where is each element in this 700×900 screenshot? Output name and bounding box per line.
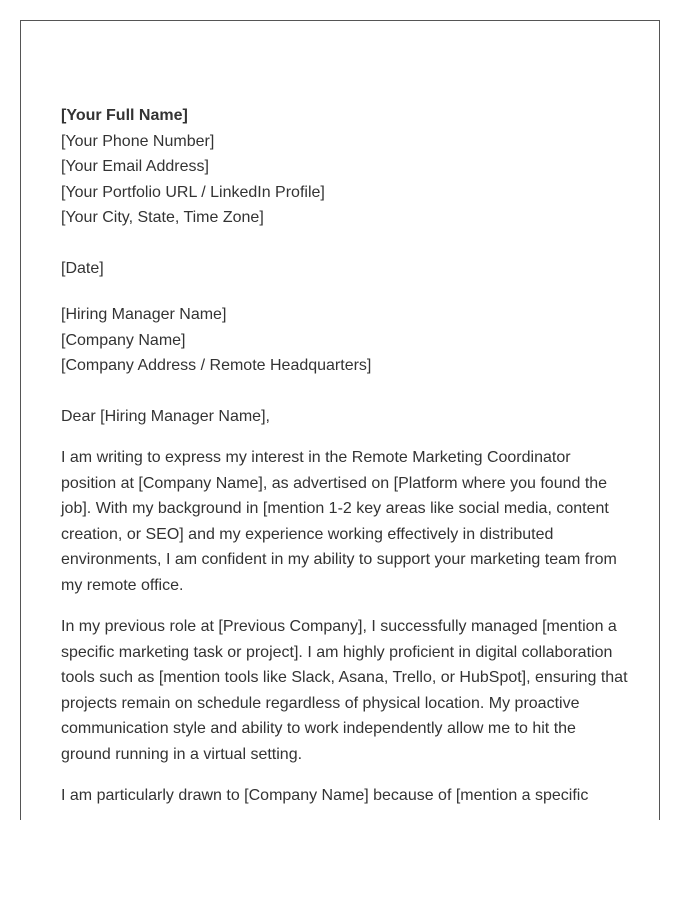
sender-block (61, 103, 629, 231)
date-block (61, 256, 629, 282)
body-paragraph-1: I am writing to express my interest in the Remote Marketing Coordinator position at [Company Name], as advertised on [Platform where you found the job]. With my background in [mention 1-2 key areas like social media, content creation, or SEO] and my experience working effectively in distributed environments, I am confident in my ability to support your marketing team from my remote office. (61, 449, 617, 594)
sender-portfolio: [Your Portfolio URL / LinkedIn Profile] (61, 183, 325, 201)
cover-letter (61, 103, 629, 809)
salutation (61, 404, 629, 430)
sender-phone: [Your Phone Number] (61, 132, 215, 150)
body-paragraph-3: I am particularly drawn to [Company Name] because of [mention a specific (61, 787, 589, 804)
letter-page (20, 20, 660, 820)
sender-name: [Your Full Name] (61, 107, 188, 124)
recipient-block (61, 302, 629, 379)
recipient-manager: [Hiring Manager Name] (61, 306, 227, 323)
sender-email: [Your Email Address] (61, 158, 209, 175)
recipient-address: [Company Address / Remote Headquarters] (61, 357, 372, 374)
body-paragraph-2: In my previous role at [Previous Company], I successfully managed [mention a specific marketing task or project]. I am highly proficient in digital collaboration tools such as [mention tools like Slack, Asana, Trello, or HubSpot], ensuring that projects remain on schedule regardless of physical location. My proactive communication style and ability to work independently allow me to hit the ground running in a virtual setting. (61, 618, 628, 763)
recipient-company: [Company Name] (61, 331, 186, 349)
letter-date: [Date] (61, 260, 104, 277)
salutation-text: Dear [Hiring Manager Name], (61, 407, 270, 425)
sender-location: [Your City, State, Time Zone] (61, 209, 264, 226)
